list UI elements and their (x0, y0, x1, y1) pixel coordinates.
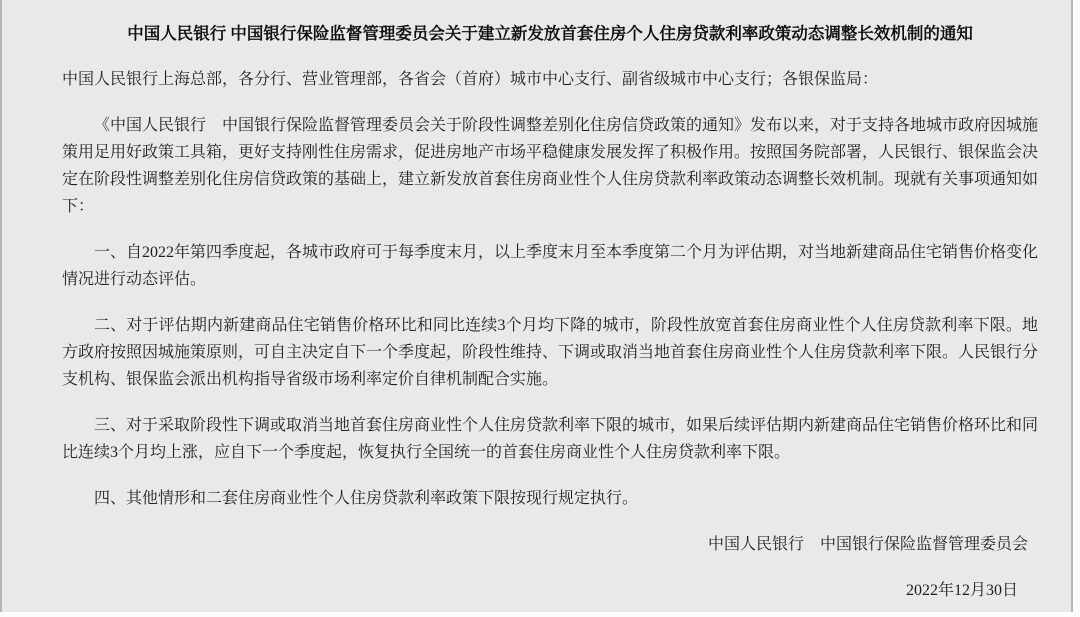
document-salutation: 中国人民银行上海总部，各分行、营业管理部，各省会（首府）城市中心支行、副省级城市中心支行；各银保监局： (62, 71, 879, 88)
clause-3: 三、对于采取阶段性下调或取消当地首套住房商业性个人住房贷款利率下限的城市，如果后续评估期内新建商品住宅销售价格环比和同比连续3个月均上涨，应自下一个季度起，恢复执行全国统一的首套住房商业性个人住房贷款利率下限。 (62, 417, 1039, 461)
clause-4: 四、其他情形和二套住房商业性个人住房贷款利率政策下限按现行规定执行。 (94, 490, 639, 507)
clause-1: 一、自2022年第四季度起，各城市政府可于每季度末月，以上季度末月至本季度第二个月为评估期，对当地新建商品住宅销售价格变化情况进行动态评估。 (62, 244, 1039, 288)
issuer-signature: 中国人民银行 中国银行保险监督管理委员会 (707, 536, 1028, 553)
document-title: 中国人民银行 中国银行保险监督管理委员会关于建立新发放首套住房个人住房贷款利率政策动态调整长效机制的通知 (127, 24, 973, 43)
issue-date: 2022年12月30日 (905, 582, 1018, 599)
clause-2: 二、对于评估期内新建商品住宅销售价格环比和同比连续3个月均下降的城市，阶段性放宽首套住房商业性个人住房贷款利率下限。地方政府按照因城施策原则，可自主决定自下一个季度起，阶段性维持、下调或取消当地首套住房商业性个人住房贷款利率下限。人民银行分支机构、银保监会派出机构指导省级市场利率定价自律机制配合实施。 (62, 317, 1039, 388)
intro-paragraph: 《中国人民银行 中国银行保险监督管理委员会关于阶段性调整差别化住房信贷政策的通知》发布以来，对于支持各地城市政府因城施策用足用好政策工具箱，更好支持刚性住房需求，促进房地产市场平稳健康发展发挥了积极作用。按照国务院部署，人民银行、银保监会决定在阶段性调整差别化住房信贷政策的基础上，建立新发放首套住房商业性个人住房贷款利率政策动态调整长效机制。现就有关事项通知如下： (62, 117, 1039, 215)
